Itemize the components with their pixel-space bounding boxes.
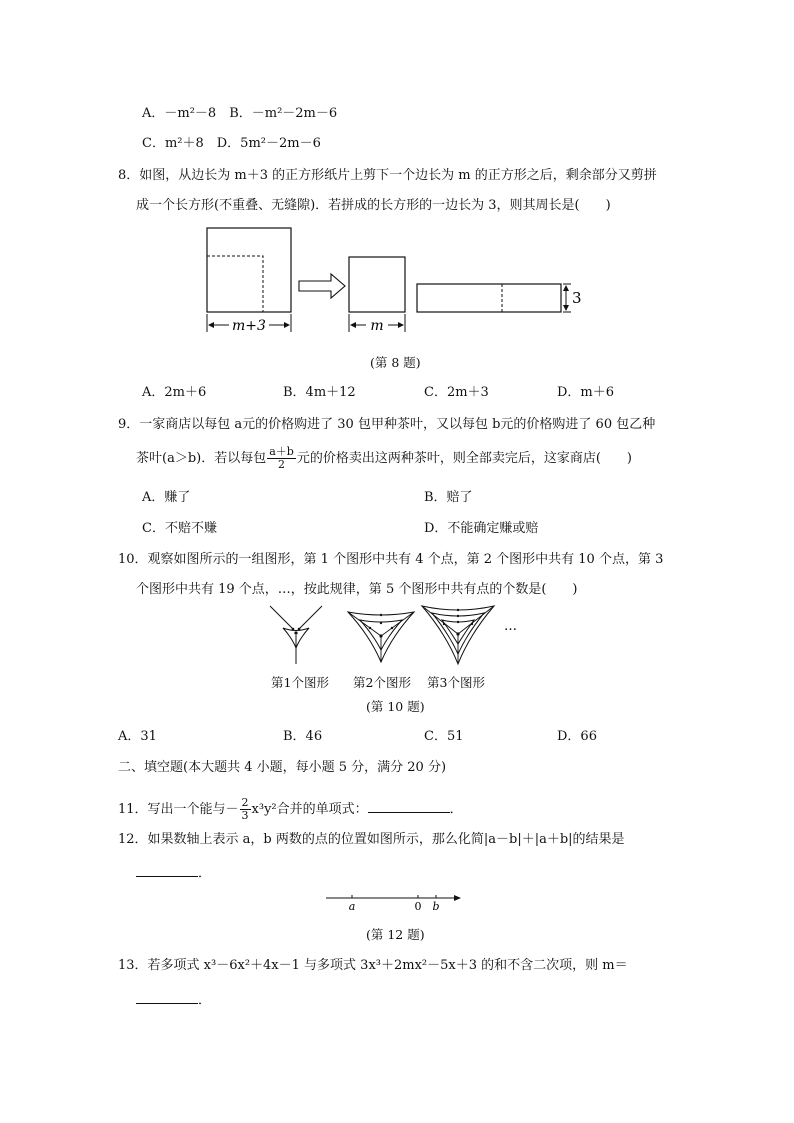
q12-caption: (第 12 题) — [366, 927, 425, 942]
q8-option-a: A．2m＋6 — [142, 385, 207, 400]
q8-text-line2: 成一个长方形(不重叠、无缝隙)．若拼成的长方形的一边长为 3，则其周长是( ) — [136, 198, 611, 213]
q9-text-line1: 9．一家商店以每包 a元的价格购进了 30 包甲种茶叶，又以每包 b元的价格购进了 60 包乙种 — [118, 417, 656, 432]
q8-arrow — [299, 274, 345, 298]
q12-axis-label-b: b — [432, 900, 440, 913]
q8-option-c: C．2m＋3 — [424, 385, 489, 400]
q8-label-m: m — [370, 318, 384, 334]
section2-title: 二、填空题(本大题共 4 小题，每小题 5 分，满分 20 分) — [118, 760, 447, 775]
q10-figure-3 — [422, 606, 494, 664]
q10-option-c: C．51 — [424, 729, 464, 744]
q8-small-square — [349, 257, 405, 312]
q11-frac-num: 2 — [241, 796, 249, 809]
q10-text-line1: 10．观察如图所示的一组图形，第 1 个图形中共有 4 个点，第 2 个图形中共有 10 个点，第 3 — [118, 552, 664, 567]
q10-fig-label-1: 第1个图形 — [271, 675, 329, 690]
q9-option-c: C．不赔不赚 — [142, 521, 217, 536]
q8-text-line1: 8．如图，从边长为 m＋3 的正方形纸片上剪下一个边长为 m 的正方形之后，剩余部分又剪拼 — [118, 168, 657, 183]
q10-option-a: A．31 — [118, 729, 157, 744]
q9-frac-den: 2 — [278, 458, 286, 471]
q13-answer-blank[interactable] — [136, 989, 198, 1004]
q9-line2-post: 元的价格卖出这两种茶叶，则全部卖完后，这家商店( ) — [296, 451, 632, 466]
q10-figure-1 — [270, 606, 322, 664]
q10-fig-label-3: 第3个图形 — [427, 675, 485, 690]
q9-frac-num: a＋b — [269, 445, 294, 458]
q10-ellipsis: … — [504, 619, 517, 634]
q11-text — [118, 797, 463, 822]
q11-frac-den: 3 — [241, 809, 249, 822]
q8-caption: (第 8 题) — [370, 355, 421, 370]
q12-axis-label-0: 0 — [414, 900, 422, 913]
q8-rectangle — [417, 284, 561, 312]
q11-pre: 11．写出一个能与－ — [118, 802, 239, 817]
q8-option-d: D．m＋6 — [557, 385, 615, 400]
q10-fig-label-2: 第2个图形 — [353, 675, 411, 690]
q9-text-line2 — [136, 446, 632, 471]
q12-axis-label-a: a — [348, 900, 356, 913]
q9-line2-pre: 茶叶(a＞b)．若以每包 — [136, 451, 267, 466]
q13-text-line1: 13．若多项式 x³－6x²＋4x－1 与多项式 3x³＋2mx²－5x＋3 的和不含二次项，则 m＝ — [118, 958, 628, 973]
q12-answer-line — [136, 862, 211, 883]
q12-end: ． — [198, 866, 212, 881]
q13-end: ． — [198, 993, 212, 1008]
q9-option-b: B．赔了 — [424, 490, 473, 505]
q11-end: ． — [449, 802, 463, 817]
q10-option-b: B．46 — [283, 729, 323, 744]
q11-post: x³y²合并的单项式： — [251, 802, 368, 817]
q11-answer-blank[interactable] — [368, 798, 450, 813]
q9-option-a: A．赚了 — [142, 490, 191, 505]
q10-figures — [262, 602, 522, 668]
q10-figure-2 — [348, 612, 414, 662]
q12-number-line — [322, 890, 467, 914]
q9-fraction — [267, 446, 296, 471]
q8-figure — [195, 222, 595, 340]
q8-cut-line — [207, 256, 263, 312]
q12-text-line1: 12．如果数轴上表示 a，b 两数的点的位置如图所示，那么化简|a－b|＋|a＋b|的结果是 — [118, 832, 625, 847]
q8-label-m-plus-3: m+3 — [232, 318, 266, 334]
q12-answer-blank[interactable] — [136, 862, 198, 877]
q8-big-square — [207, 228, 291, 312]
q7-options-row1: A．－m²－8 B．－m²－2m－6 — [142, 106, 338, 121]
q9-option-d: D．不能确定赚或赔 — [424, 521, 539, 536]
q7-options-row2: C．m²＋8 D．5m²－2m－6 — [142, 136, 321, 151]
q10-caption: (第 10 题) — [366, 699, 425, 714]
q10-option-d: D．66 — [557, 729, 597, 744]
q13-answer-line — [136, 989, 211, 1010]
q8-option-b: B．4m＋12 — [283, 385, 356, 400]
q11-fraction — [240, 797, 251, 822]
q8-label-3: 3 — [572, 289, 582, 307]
q10-text-line2: 个图形中共有 19 个点，…，按此规律，第 5 个图形中共有点的个数是( ) — [136, 582, 578, 597]
